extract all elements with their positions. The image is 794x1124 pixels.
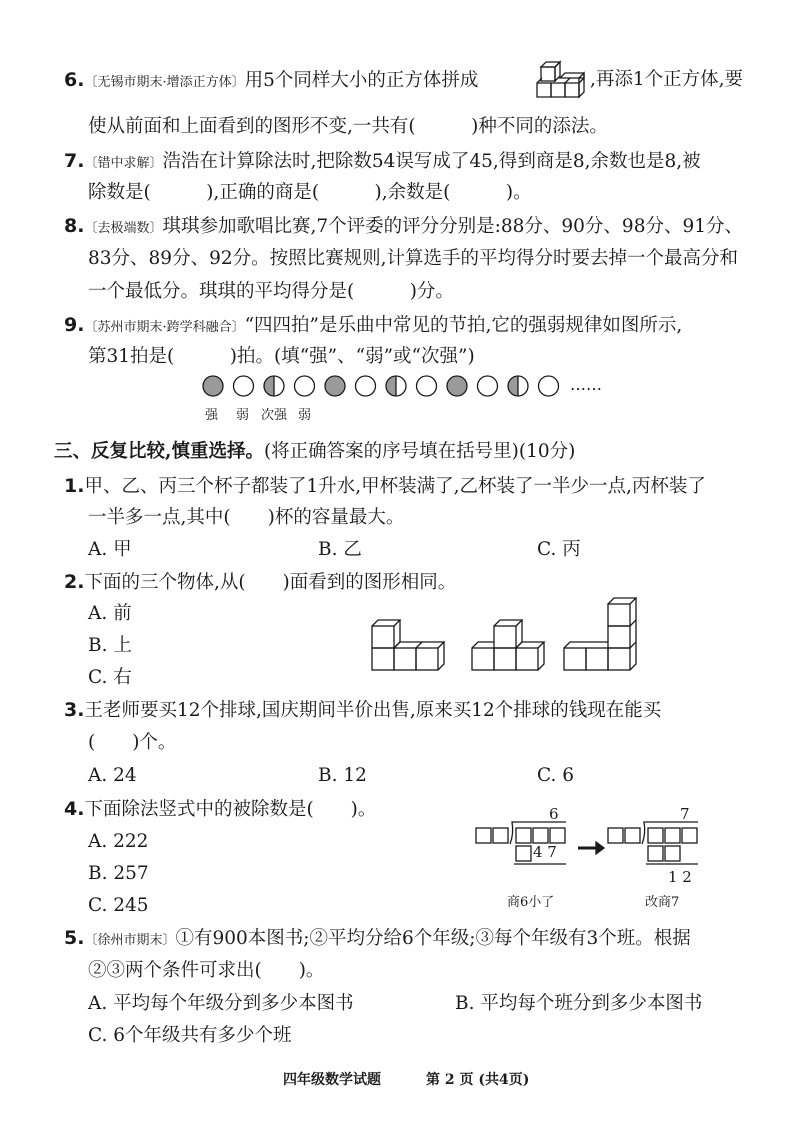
q6-tag: 〔无锡市期末·增添正方体〕 (84, 75, 245, 90)
s3-option-c[interactable]: C. 6 (537, 765, 575, 786)
q9-label-strong: 强 (205, 408, 219, 423)
q9-line2: 第31拍是( )拍。(填“强”、“弱”或“次强”) (88, 346, 475, 367)
s4-option-b[interactable]: B. 257 (88, 863, 149, 884)
q9-ellipsis: …… (570, 375, 602, 394)
q6-text-after: ,再添1个正方体,要 (590, 69, 744, 90)
s4-option-a[interactable]: A. 222 (88, 831, 149, 852)
beat-circle-empty (356, 376, 376, 396)
s4-line1 (64, 797, 376, 822)
s1-line1 (64, 474, 706, 499)
s1-text: 甲、乙、丙三个杯子都装了1升水,甲杯装满了,乙杯装了一半少一点,丙杯装了 (84, 476, 706, 497)
q7-line2: 除数是( ),正确的商是( ),余数是( )。 (88, 182, 532, 203)
s5-option-b[interactable]: B. 平均每个班分到多少本图书 (455, 993, 703, 1014)
s1-option-a[interactable]: A. 甲 (88, 539, 132, 560)
s3-number: 3. (64, 699, 85, 721)
s1-number: 1. (64, 475, 85, 497)
s2-text: 下面的三个物体,从( )面看到的图形相同。 (84, 572, 457, 593)
q9-label-weak2: 弱 (298, 408, 312, 423)
s3-line1 (64, 698, 661, 723)
beat-circle-empty (478, 376, 498, 396)
s1-option-b[interactable]: B. 乙 (318, 539, 362, 560)
q8-text: 琪琪参加歌唱比赛,7个评委的评分分别是:88分、90分、98分、91分、 (162, 216, 744, 237)
q8-tag: 〔去极端数〕 (84, 221, 163, 236)
beat-circle-full (325, 376, 345, 396)
q9-label-substrong: 次强 (261, 408, 288, 423)
q8-number: 8. (64, 215, 85, 237)
q6-line1 (64, 68, 478, 95)
q9-line1 (64, 313, 682, 340)
beat-circle-full (203, 376, 223, 396)
beat-circle-empty (295, 376, 315, 396)
q6-text-before: 用5个同样大小的正方体拼成 (244, 70, 479, 91)
s4-right-quotient: 7 (680, 805, 690, 823)
section3-subtitle: (将正确答案的序号填在括号里)(10分) (263, 441, 576, 462)
s4-number: 4. (64, 798, 85, 820)
section3-heading (54, 440, 575, 464)
s2-solid-figures (368, 600, 658, 680)
s1-line2: 一半多一点,其中( )杯的容量最大。 (88, 507, 405, 528)
footer-subject: 四年级数学试题 (283, 1072, 381, 1088)
q9-label-weak: 弱 (236, 408, 250, 423)
s4-left-quotient: 6 (549, 805, 559, 823)
s2-option-c[interactable]: C. 右 (88, 667, 132, 688)
s5-text: ①有900本图书;②平均分给6个年级;③每个年级有3个班。根据 (175, 928, 691, 949)
q9-beat-pattern (200, 372, 580, 402)
s5-line2: ②③两个条件可求出( )。 (88, 960, 325, 981)
beat-circle-empty (234, 376, 254, 396)
s5-tag: 〔徐州市期末〕 (84, 933, 176, 948)
q8-line3: 一个最低分。琪琪的平均得分是( )分。 (88, 281, 454, 302)
q7-number: 7. (64, 150, 85, 172)
beat-circle-half (508, 376, 528, 396)
q9-text: “四四拍”是乐曲中常见的节拍,它的强弱规律如图所示, (244, 315, 683, 336)
beat-circle-half (386, 376, 406, 396)
s3-line2: ( )个。 (88, 732, 177, 753)
beat-circle-empty (539, 376, 559, 396)
s5-line1 (64, 926, 691, 953)
s4-text: 下面除法竖式中的被除数是( )。 (84, 799, 377, 820)
s4-left-caption: 商6小了 (507, 895, 555, 910)
q6-line2: 使从前面和上面看到的图形不变,一共有( )种不同的添法。 (88, 116, 608, 137)
q7-line1 (64, 149, 701, 176)
s4-right-caption: 改商7 (645, 895, 680, 910)
q7-text: 浩浩在计算除法时,把除数54误写成了45,得到商是8,余数也是8,被 (162, 151, 701, 172)
section3-title: 三、反复比较,慎重选择。 (54, 441, 264, 462)
s3-text: 王老师要买12个排球,国庆期间半价出售,原来买12个排球的钱现在能买 (84, 700, 662, 721)
q7-tag: 〔错中求解〕 (84, 156, 163, 171)
q8-line1 (64, 214, 743, 241)
q9-tag: 〔苏州市期末·跨学科融合〕 (84, 320, 245, 335)
s5-number: 5. (64, 927, 85, 949)
q8-line2: 83分、89分、92分。按照比赛规则,计算选手的平均得分时要去掉一个最高分和 (88, 248, 739, 269)
s2-number: 2. (64, 571, 85, 593)
footer-page: 第 2 页 (共4页) (426, 1072, 530, 1088)
s5-option-c[interactable]: C. 6个年级共有多少个班 (88, 1025, 292, 1046)
s1-option-c[interactable]: C. 丙 (537, 539, 581, 560)
q6-number: 6. (64, 69, 85, 91)
q6-cube-figure (535, 55, 589, 105)
beat-circle-empty (417, 376, 437, 396)
s3-option-b[interactable]: B. 12 (318, 765, 367, 786)
s4-left-product: 4 7 (533, 843, 557, 861)
s2-option-b[interactable]: B. 上 (88, 635, 132, 656)
beat-circle-half (264, 376, 284, 396)
s4-right-remainder: 1 2 (668, 868, 692, 886)
beat-circle-full (447, 376, 467, 396)
s2-line1 (64, 570, 456, 595)
q9-number: 9. (64, 314, 85, 336)
s4-option-c[interactable]: C. 245 (88, 895, 149, 916)
s3-option-a[interactable]: A. 24 (88, 765, 137, 786)
s5-option-a[interactable]: A. 平均每个年级分到多少本图书 (88, 993, 354, 1014)
s2-option-a[interactable]: A. 前 (88, 603, 132, 624)
